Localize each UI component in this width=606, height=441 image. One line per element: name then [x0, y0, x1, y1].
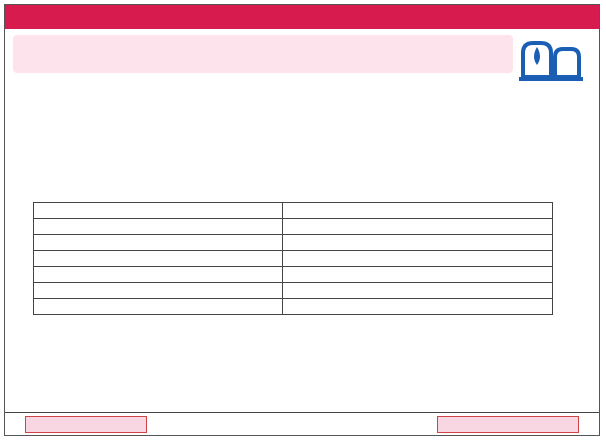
- ad-number: [437, 416, 579, 433]
- table-row: [34, 219, 553, 235]
- edition-number: [25, 416, 147, 433]
- table-row: [34, 267, 553, 283]
- row-label: [34, 219, 283, 235]
- company-line: [19, 89, 589, 99]
- row-label: [34, 299, 283, 315]
- row-label: [34, 283, 283, 299]
- contact-info: [15, 340, 589, 390]
- table-row: [34, 283, 553, 299]
- row-value: [283, 283, 553, 299]
- row-label: [34, 267, 283, 283]
- row-value: [283, 219, 553, 235]
- company-logo: [511, 33, 593, 85]
- announcement-frame: [4, 4, 600, 436]
- conditions-paragraph: [15, 147, 589, 195]
- table-row: [34, 203, 553, 219]
- row-label: [34, 251, 283, 267]
- title-bar: [13, 35, 513, 73]
- row-value: [283, 235, 553, 251]
- row-label: [34, 235, 283, 251]
- row-label: [34, 203, 283, 219]
- row-value: [283, 203, 553, 219]
- row-value: [283, 299, 553, 315]
- edition-banner: [5, 5, 599, 29]
- footer-bar: [5, 412, 599, 435]
- details-table: [33, 202, 553, 315]
- gas-company-logo-icon: [511, 33, 593, 85]
- row-value: [283, 251, 553, 267]
- table-row: [34, 251, 553, 267]
- table-row: [34, 235, 553, 251]
- intro-paragraph: [15, 101, 589, 141]
- table-row: [34, 299, 553, 315]
- row-value: [283, 267, 553, 283]
